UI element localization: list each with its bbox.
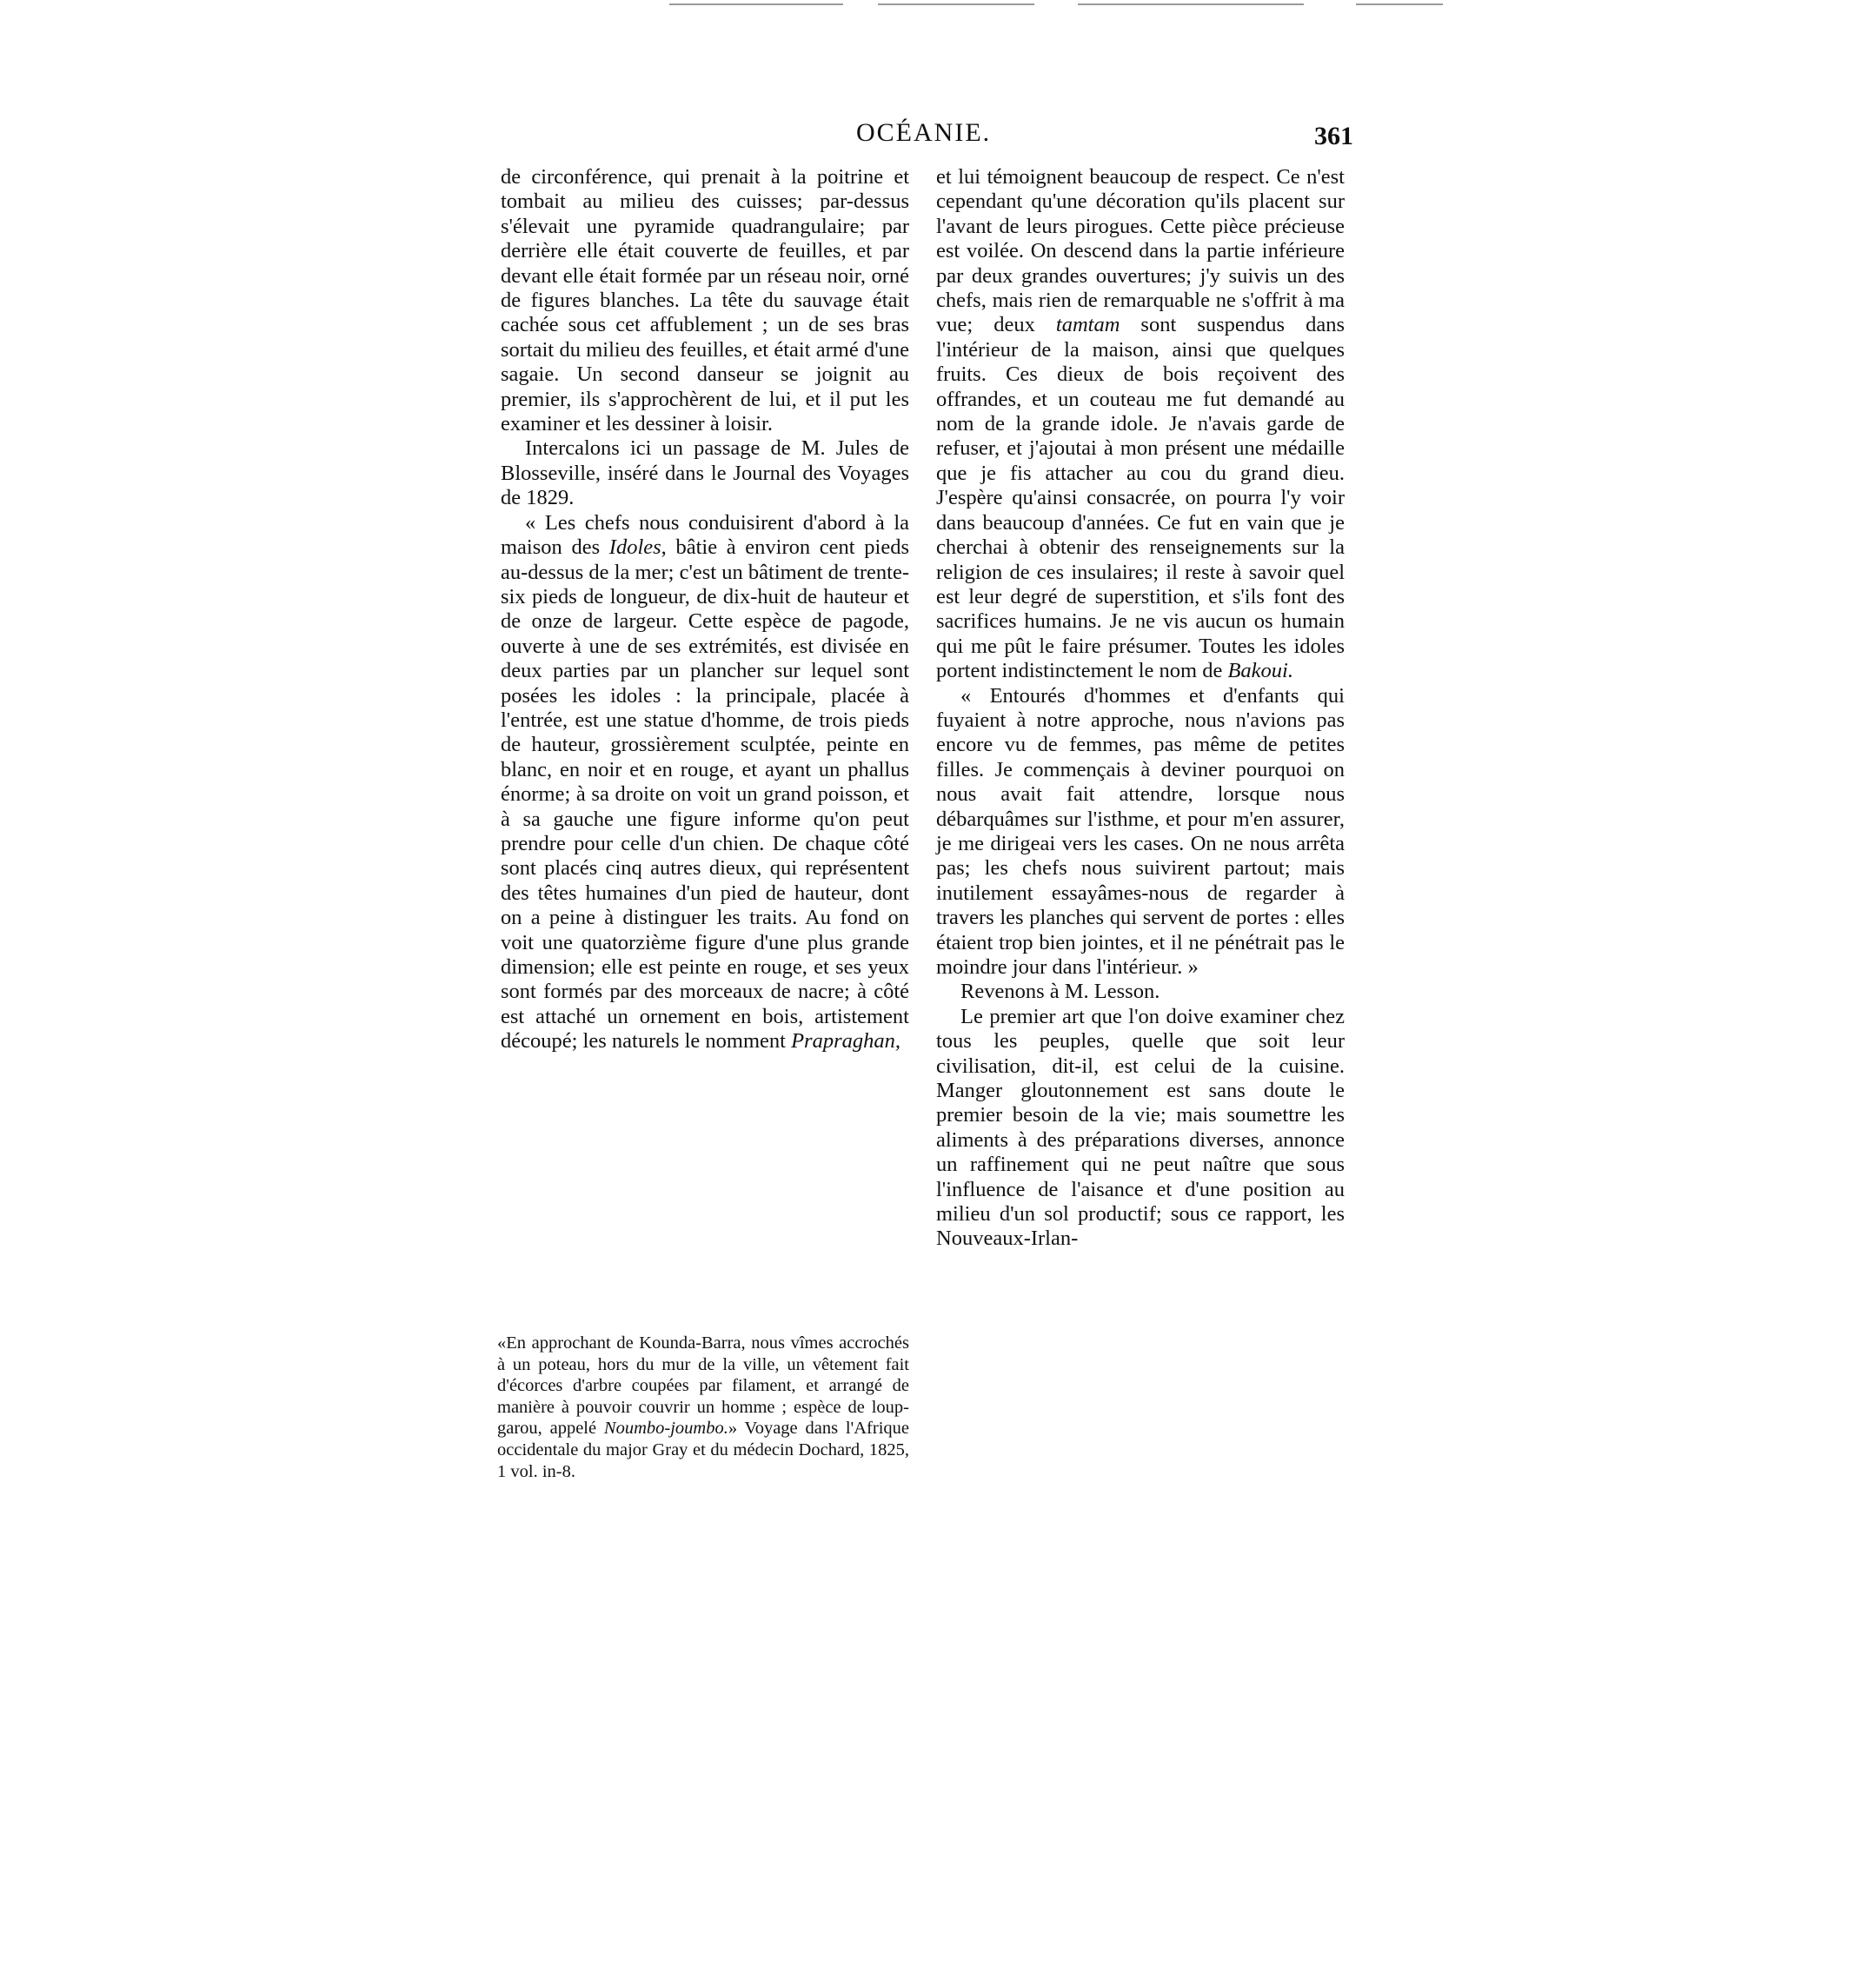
italic-term: Prapraghan, bbox=[791, 1029, 900, 1054]
text-run: , bâtie à environ cent pieds au-dessus de la mer; c'est un bâtiment de trente-six pieds de longueur, de dix-huit de hauteur et de onze de largeur. Cette espèce de pagode, ouverte à une de ses extrémités, est divisée en deux parties par un plancher sur lequel sont posées les idoles : la principale, placée à l'entrée, est une statue d'homme, de trois pieds de hauteur, grossièrement sculptée, peinte en blanc, en noir et en rouge, et ayant un phallus énorme; à sa droite on voit un grand poisson, et à sa gauche une figure informe qu'on peut prendre pour celle d'un chien. De chaque côté sont placés cinq autres dieux, qui représentent des têtes humaines d'un pied de hauteur, dont on a peine à distinguer les traits. Au fond on voit une quatorzième figure d'une plus grande dimension; elle est peinte en rouge, et ses yeux sont formés par des morceaux de nacre; à côté est attaché un ornement en bois, artistement découpé; les naturels le nomment bbox=[501, 535, 909, 1054]
text-run: sont suspendus dans l'intérieur de la maison, ainsi que quelques fruits. Ces dieux de bois reçoivent des offrandes, et un couteau me fut demandé au nom de la grande idole. Je n'avais garde de refuser, et j'ajoutai à mon présent une médaille que je fis attacher au cou du grand dieu. J'espère qu'ainsi consacrée, on pourra l'y voir dans beaucoup d'années. Ce fut en vain que je cherchai à obtenir des renseignements sur la religion de ces insulaires; il reste à savoir quel est leur degré de superstition, et s'ils font des sacrifices humains. Je ne vis aucun os humain qui me pût le faire présumer. Toutes les idoles portent indistinctement le nom de bbox=[936, 313, 1345, 683]
scan-edge-rule bbox=[878, 3, 1034, 5]
footnote-text: «En approchant de Kounda-Barra, nous vîmes accrochés à un poteau, hors du mur de la ville, un vêtement fait d'écorces d'arbre coupées par filament, et arrangé de manière à pouvoir couvrir un homme ; espèce de loup-garou, appelé bbox=[497, 1333, 909, 1439]
italic-term: Bakoui. bbox=[1227, 659, 1293, 683]
paragraph bbox=[501, 511, 909, 1054]
text-run: « Les chefs nous conduisirent d'abord à la maison des bbox=[501, 510, 909, 560]
footnote bbox=[497, 1333, 909, 1482]
paragraph: Intercalons ici un passage de M. Jules de Blosseville, inséré dans le Journal des Voyages de 1829. bbox=[501, 436, 909, 510]
scan-edge-rule bbox=[1078, 3, 1304, 5]
running-head: OCÉANIE. bbox=[856, 118, 992, 147]
paragraph: Revenons à M. Lesson. bbox=[960, 980, 1160, 1004]
paragraph: Le premier art que l'on doive examiner chez tous les peuples, quelle que soit leur civilisation, dit-il, est celui de la cuisine. Manger gloutonnement est sans doute le premier besoin de la vie; mais soumettre les aliments à des préparations diverses, annonce un raffinement qui ne peut naître que sous l'influence de l'aisance et d'une position au milieu d'un sol productif; sous ce rapport, les Nouveaux-Irlan- bbox=[936, 1004, 1345, 1251]
scan-edge-rule bbox=[1356, 3, 1443, 5]
footnote-text: » Voyage dans l'Afrique occidentale du major Gray et du médecin Dochard, 1825, 1 vol. in-8. bbox=[497, 1419, 909, 1481]
right-column bbox=[936, 165, 1345, 1252]
page-number: 361 bbox=[1314, 122, 1353, 150]
left-column bbox=[501, 165, 909, 1054]
paragraph: de circonférence, qui prenait à la poitrine et tombait au milieu des cuisses; par-dessus s'élevait une pyramide quadrangulaire; par derrière elle était couverte de feuilles, et par devant elle était formée par un réseau noir, orné de figures blanches. La tête du sauvage était cachée sous cet affublement ; un de ses bras sortait du milieu des feuilles, et était armé d'une sagaie. Un second danseur se joignit au premier, ils s'approchèrent de lui, et il put les examiner et les dessiner à loisir. bbox=[501, 165, 909, 436]
paragraph bbox=[936, 165, 1345, 684]
text-run: et lui témoignent beaucoup de respect. Ce n'est cependant qu'une décoration qu'ils placent sur l'avant de leurs pirogues. Cette pièce précieuse est voilée. On descend dans la partie inférieure par deux grandes ouvertures; j'y suivis un des chefs, mais rien de remarquable ne s'offrit à ma vue; deux bbox=[936, 165, 1345, 337]
italic-term: Idoles bbox=[608, 535, 661, 560]
paragraph: « Entourés d'hommes et d'enfants qui fuyaient à notre approche, nous n'avions pas encore vu de femmes, pas même de petites filles. Je commençais à deviner pourquoi on nous avait fait attendre, lorsque nous débarquâmes sur l'isthme, et pour m'en assurer, je me dirigeai vers les cases. On ne nous arrêta pas; les chefs nous suivirent partout; mais inutilement essayâmes-nous de regarder à travers les planches qui servent de portes : elles étaient trop bien jointes, et il ne pénétrait pas le moindre jour dans l'intérieur. » bbox=[936, 683, 1345, 979]
italic-term: tamtam bbox=[1055, 313, 1120, 337]
italic-term: Noumbo-joumbo. bbox=[603, 1419, 728, 1439]
scan-edge-rule bbox=[669, 3, 843, 5]
